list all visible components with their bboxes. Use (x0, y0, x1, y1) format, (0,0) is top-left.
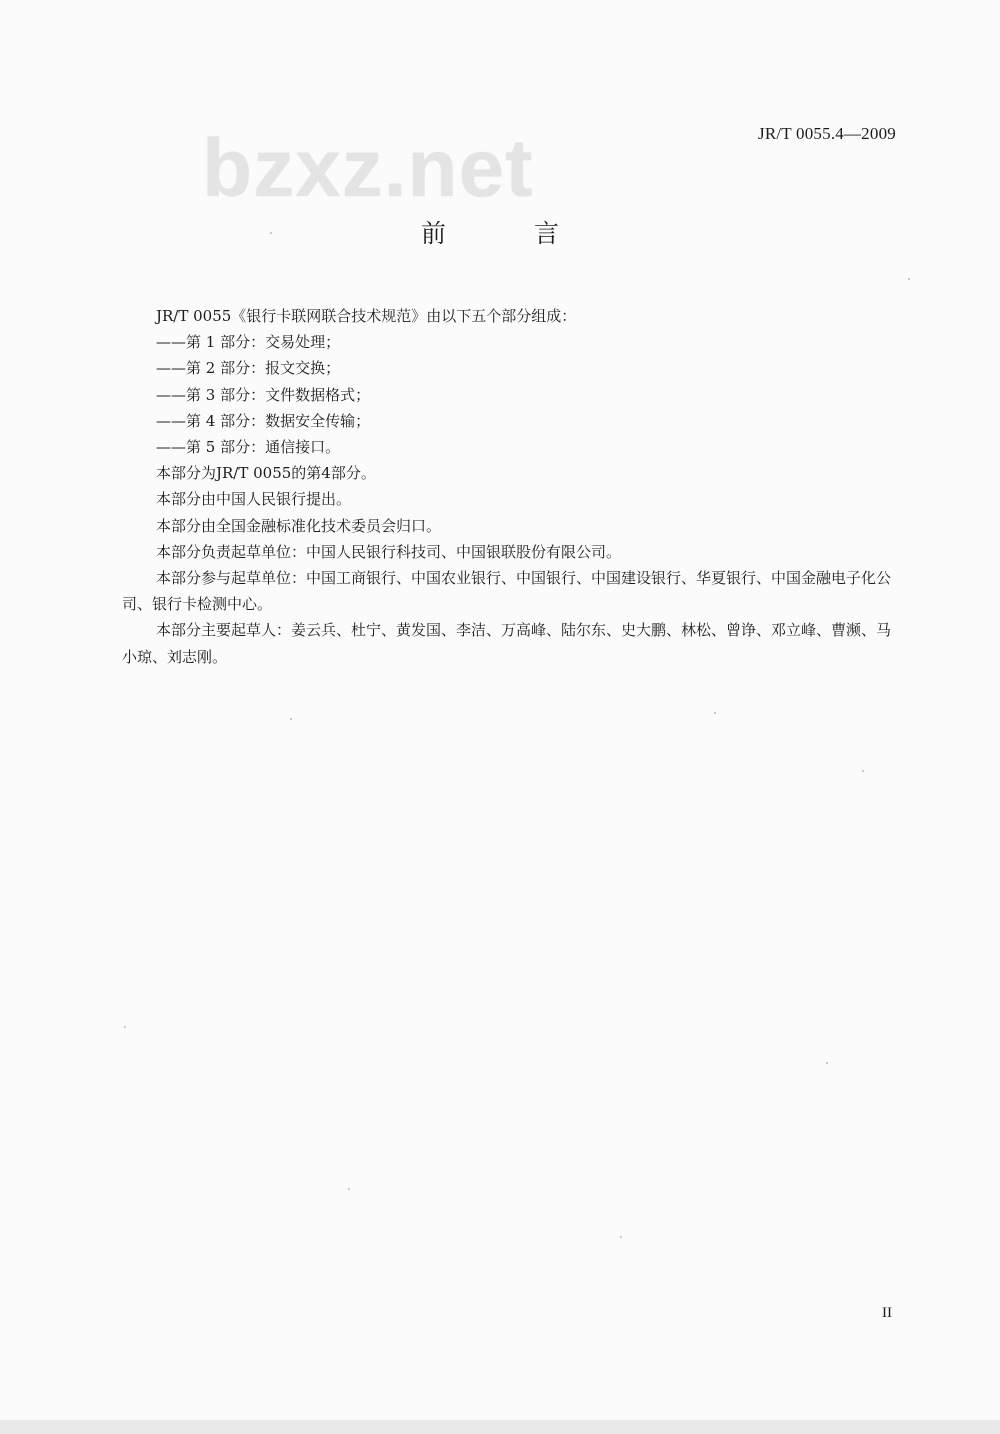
scan-speck (348, 1188, 350, 1190)
scan-speck (124, 1026, 126, 1028)
part-item: ——第 1 部分：交易处理； (156, 333, 341, 352)
page-title: 前 言 (421, 219, 599, 248)
scan-speck (270, 232, 272, 234)
part-item: ——第 3 部分：文件数据格式； (156, 385, 371, 404)
watermark: bzxz.net (202, 123, 534, 214)
scan-speck (714, 712, 716, 714)
part-item: ——第 5 部分：通信接口。 (156, 438, 341, 457)
page-number: II (882, 1305, 892, 1321)
paragraph: 本部分参与起草单位：中国工商银行、中国农业银行、中国银行、中国建设银行、华夏银行、中国金融电子化公司、银行卡检测中心。 (122, 569, 892, 614)
paragraph: 本部分为JR/T 0055的第4部分。 (156, 464, 376, 483)
document-code: JR/T 0055.4—2009 (758, 124, 896, 143)
part-item: ——第 4 部分：数据安全传输； (156, 411, 371, 430)
bottom-strip (0, 1420, 1000, 1434)
scan-speck (826, 1062, 828, 1064)
scan-speck (290, 718, 292, 720)
intro-paragraph: JR/T 0055《银行卡联网联合技术规范》由以下五个部分组成： (156, 307, 577, 325)
paragraph: 本部分主要起草人：姜云兵、杜宁、黄发国、李洁、万高峰、陆尔东、史大鹏、林松、曾诤、邓立峰、曹濒、马小琼、刘志刚。 (122, 621, 892, 666)
paragraph: 本部分由中国人民银行提出。 (156, 490, 352, 509)
paragraph: 本部分由全国金融标准化技术委员会归口。 (156, 516, 442, 535)
foreword-body (122, 303, 902, 670)
paragraph: 本部分负责起草单位：中国人民银行科技司、中国银联股份有限公司。 (156, 542, 622, 561)
scan-speck (620, 1236, 622, 1238)
part-item: ——第 2 部分：报文交换； (156, 359, 341, 378)
scan-speck (908, 278, 910, 280)
scan-speck (862, 770, 864, 772)
